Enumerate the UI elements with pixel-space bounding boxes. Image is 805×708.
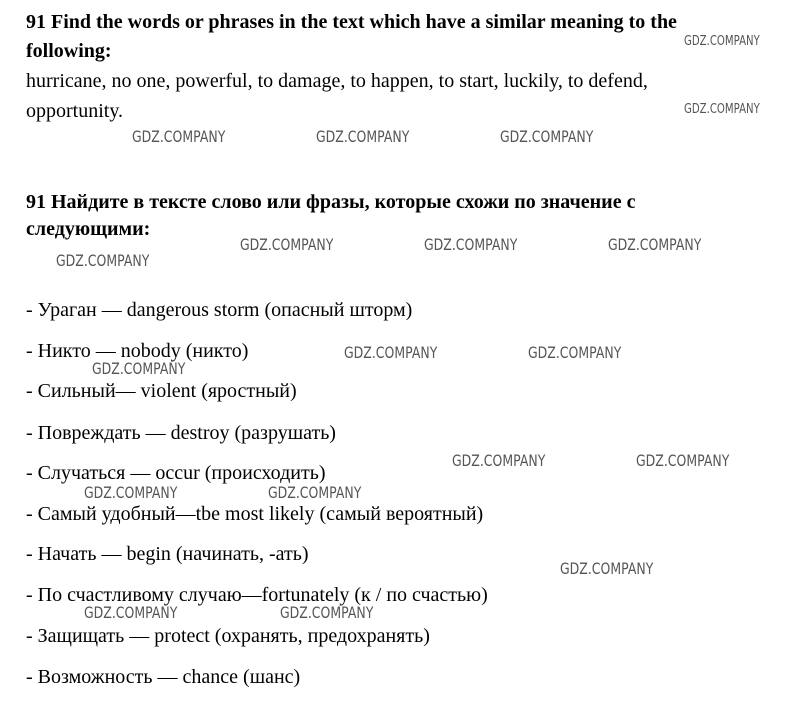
watermark: GDZ.COMPANY (452, 451, 546, 470)
english-word-list-line-2: opportunity. (26, 100, 124, 122)
answer-item: - Защищать — protect (охранять, предохранять) (26, 625, 430, 647)
watermark: GDZ.COMPANY (56, 251, 150, 270)
answer-item: - Сильный— violent (яростный) (26, 380, 297, 402)
answer-item: - Возможность — chance (шанс) (26, 666, 301, 688)
english-heading-line-1: 91 Find the words or phrases in the text which have a similar meaning to the (26, 11, 677, 33)
watermark: GDZ.COMPANY (84, 603, 178, 622)
watermark: GDZ.COMPANY (344, 343, 438, 362)
watermark: GDZ.COMPANY (268, 483, 362, 502)
watermark: GDZ.COMPANY (500, 127, 594, 146)
watermark: GDZ.COMPANY (92, 359, 186, 378)
answer-item: - Начать — begin (начинать, -ать) (26, 543, 309, 565)
english-heading-line-2: following: (26, 40, 112, 62)
russian-heading-line-2: следующими: (26, 218, 151, 240)
watermark: GDZ.COMPANY (560, 559, 654, 578)
answer-item: - Самый удобный—tbe most likely (самый вероятный) (26, 503, 484, 525)
watermark: GDZ.COMPANY (316, 127, 410, 146)
watermark: GDZ.COMPANY (280, 603, 374, 622)
answer-item: - Повреждать — destroy (разрушать) (26, 422, 336, 444)
answer-item: - Никто — nobody (никто) (26, 340, 249, 362)
answer-item: - Ураган — dangerous storm (опасный шторм) (26, 299, 413, 321)
answer-item: - Случаться — occur (происходить) (26, 462, 326, 484)
watermark: GDZ.COMPANY (684, 34, 760, 49)
watermark: GDZ.COMPANY (84, 483, 178, 502)
watermark: GDZ.COMPANY (528, 343, 622, 362)
english-word-list-line-1: hurricane, no one, powerful, to damage, to happen, to start, luckily, to defend, (26, 70, 648, 92)
watermark: GDZ.COMPANY (240, 235, 334, 254)
watermark: GDZ.COMPANY (636, 451, 730, 470)
russian-heading-line-1: 91 Найдите в тексте слово или фразы, которые схожи по значение с (26, 191, 636, 213)
watermark: GDZ.COMPANY (684, 102, 760, 117)
watermark: GDZ.COMPANY (608, 235, 702, 254)
answer-item: - По счастливому случаю—fortunately (к / по счастью) (26, 584, 488, 606)
watermark: GDZ.COMPANY (424, 235, 518, 254)
watermark: GDZ.COMPANY (132, 127, 226, 146)
